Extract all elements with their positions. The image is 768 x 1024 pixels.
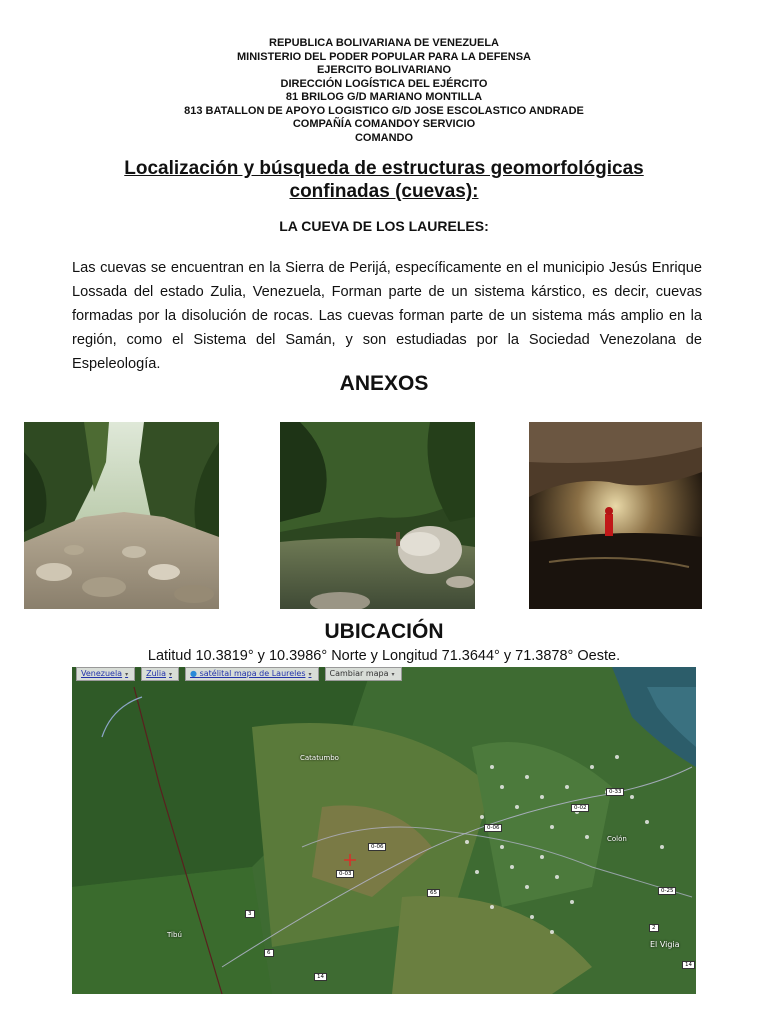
road-marker: 0-02 bbox=[571, 804, 589, 812]
anexos-heading: ANEXOS bbox=[339, 372, 429, 395]
road-marker: 0-03 bbox=[336, 870, 354, 878]
country-select-label: Venezuela bbox=[81, 669, 123, 678]
road-marker: 0-06 bbox=[484, 824, 502, 832]
chevron-down-icon: ▾ bbox=[125, 671, 129, 678]
road-marker: 6 bbox=[264, 949, 274, 957]
state-select[interactable] bbox=[141, 667, 179, 681]
country-select[interactable] bbox=[76, 667, 135, 681]
letterhead bbox=[0, 37, 768, 145]
map-place-tibu: Tibú bbox=[167, 931, 182, 939]
globe-icon: ● bbox=[190, 669, 198, 678]
chevron-down-icon: ▾ bbox=[308, 671, 312, 678]
section-subtitle: LA CUEVA DE LOS LAURELES: bbox=[279, 218, 489, 234]
letterhead-line: REPUBLICA BOLIVARIANA DE VENEZUELA bbox=[269, 37, 499, 49]
letterhead-line: MINISTERIO DEL PODER POPULAR PARA LA DEFENSA bbox=[237, 50, 531, 63]
letterhead-line: COMANDO bbox=[354, 131, 414, 144]
chevron-down-icon: ▾ bbox=[391, 671, 395, 678]
road-marker: 0-06 bbox=[368, 843, 386, 851]
state-select-label: Zulia bbox=[146, 669, 167, 678]
letterhead-line: 813 BATALLON DE APOYO LOGISTICO G/D JOSE ESCOLASTICO ANDRADE bbox=[184, 104, 584, 117]
letterhead-line: 81 BRILOG G/D MARIANO MONTILLA bbox=[285, 91, 483, 103]
road-marker: 0-33 bbox=[606, 788, 624, 796]
chevron-down-icon: ▾ bbox=[169, 671, 173, 678]
letterhead-line: EJERCITO BOLIVARIANO bbox=[316, 64, 452, 76]
photo-riverbed bbox=[24, 422, 219, 609]
letterhead-line: COMPAÑÍA COMANDOY SERVICIO bbox=[292, 118, 476, 130]
map-toolbar bbox=[72, 667, 402, 681]
layer-select[interactable] bbox=[185, 667, 318, 681]
photo-river-pool bbox=[280, 422, 475, 609]
road-marker: 2 bbox=[649, 924, 659, 932]
satellite-map[interactable] bbox=[72, 667, 696, 994]
change-map-label: Cambiar mapa bbox=[329, 669, 389, 678]
road-marker: 14 bbox=[682, 961, 695, 969]
coordinates-text: Latitud 10.3819° y 10.3986° Norte y Longitud 71.3644° y 71.3878° Oeste. bbox=[147, 648, 621, 664]
road-marker: 14 bbox=[314, 973, 327, 981]
letterhead-line: DIRECCIÓN LOGÍSTICA DEL EJÉRCITO bbox=[280, 77, 488, 90]
photo-cave-interior bbox=[529, 422, 702, 609]
document-title: Localización y búsqueda de estructuras geomorfológicas confinadas (cuevas): bbox=[124, 158, 644, 202]
road-marker: 65 bbox=[427, 889, 440, 897]
road-marker: 3 bbox=[245, 910, 255, 918]
map-place-catatumbo: Catatumbo bbox=[300, 754, 339, 762]
road-marker: 0-25 bbox=[658, 887, 676, 895]
ubicacion-heading: UBICACIÓN bbox=[324, 620, 444, 643]
map-place-el-vigia: El Vigia bbox=[650, 940, 680, 949]
change-map-button[interactable] bbox=[325, 667, 402, 681]
layer-select-label: satélital mapa de Laureles bbox=[199, 669, 306, 678]
map-place-colon: Colón bbox=[607, 835, 627, 843]
body-paragraph: Las cuevas se encuentran en la Sierra de Perijá, específicamente en el municipio Jesús Enrique Lossada del estado Zulia, Venezuela, Forman parte de un sistema kárstico, es decir, cuevas formadas por la disolución de rocas. Las cuevas forman parte de un sistema más amplio en la región, como el Sistema del Samán, y son estudiadas por la Sociedad Venezolana de Espeleología. bbox=[72, 260, 702, 372]
